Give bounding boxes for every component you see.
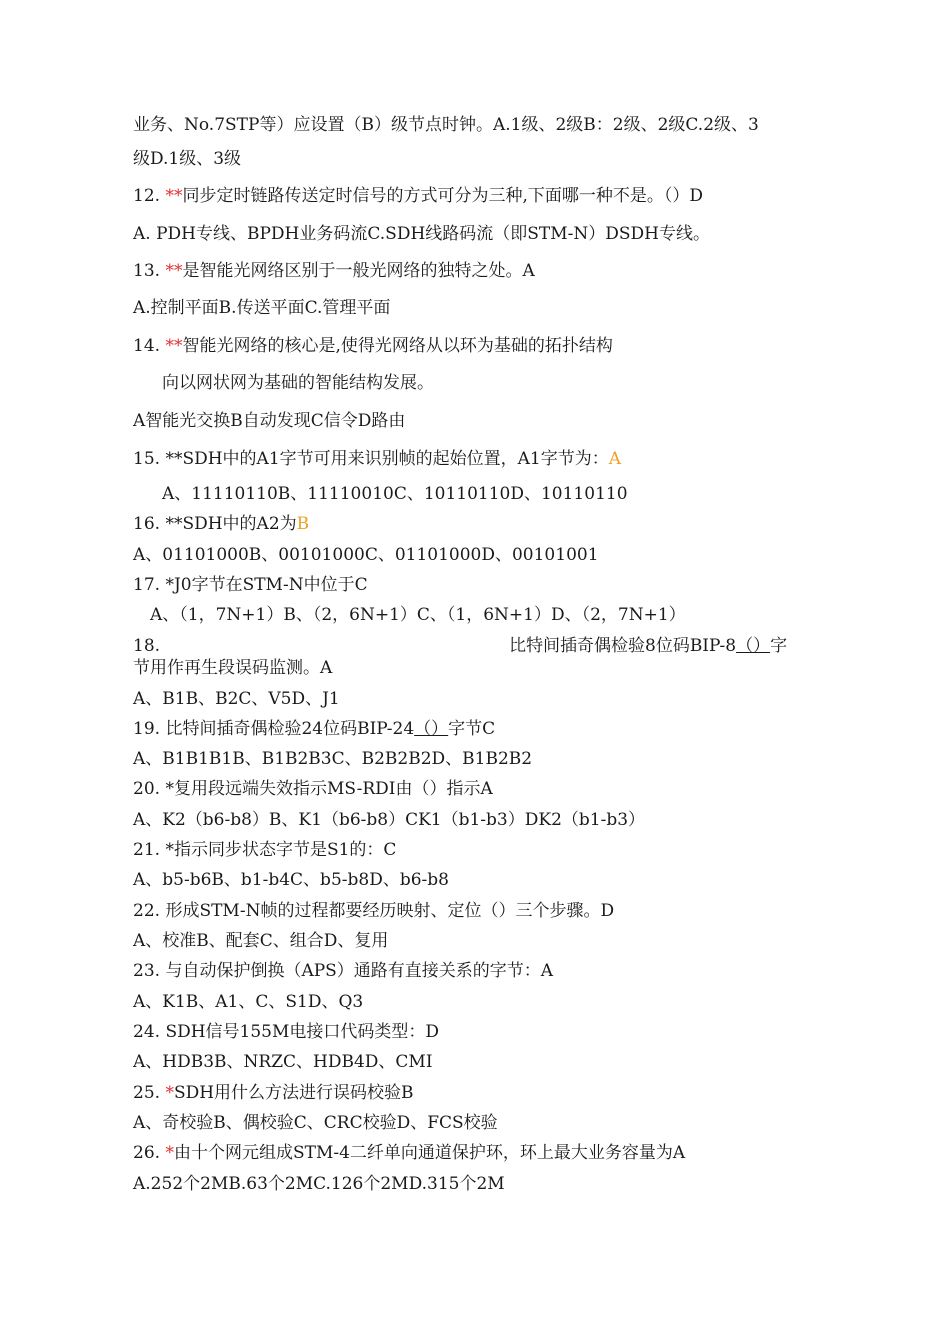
question-18-number: 18. — [133, 636, 161, 656]
question-26: 26. *由十个网元组成STM-4二纤单向通道保护环，环上最大业务容量为A — [133, 1143, 686, 1163]
question-25: 25. *SDH用什么方法进行误码校验B — [133, 1083, 414, 1103]
options-24: A、HDB3B、NRZC、HDB4D、CMI — [133, 1052, 433, 1072]
question-14-cont: 向以网状网为基础的智能结构发展。 — [162, 373, 434, 393]
question-20: 20. *复用段远端失效指示MS-RDI由（）指示A — [133, 779, 493, 799]
star-mark: ** — [165, 261, 183, 281]
star-mark: ** — [165, 336, 183, 356]
options-16: A、01101000B、00101000C、01101000D、00101001 — [133, 545, 599, 565]
question-17: 17. *J0字节在STM-N中位于C — [133, 575, 368, 595]
question-18-cont: 节用作再生段误码监测。A — [133, 658, 333, 678]
options-13: A.控制平面B.传送平面C.管理平面 — [133, 298, 391, 318]
question-13: 13. **是智能光网络区别于一般光网络的独特之处。A — [133, 261, 535, 281]
question-14: 14. **智能光网络的核心是,使得光网络从以环为基础的拓扑结构 — [133, 336, 613, 356]
options-25: A、奇校验B、偶校验C、CRC校验D、FCS校验 — [133, 1113, 498, 1133]
options-18: A、B1B、B2C、V5D、J1 — [133, 689, 340, 709]
text-line: 级D.1级、3级 — [133, 149, 242, 169]
question-19: 19. 比特间插奇偶检验24位码BIP-24（）字节C — [133, 719, 496, 739]
text-line: 业务、No.7STP等）应设置（B）级节点时钟。A.1级、2级B：2级、2级C.2级、3 — [133, 115, 759, 135]
question-15: 15. **SDH中的A1字节可用来识别帧的起始位置，A1字节为：A — [133, 449, 622, 469]
blank: （） — [414, 719, 449, 739]
options-12: A. PDH专线、BPDH业务码流C.SDH线路码流（即STM-N）DSDH专线。 — [133, 224, 711, 244]
options-23: A、K1B、A1、C、S1D、Q3 — [133, 992, 364, 1012]
question-24: 24. SDH信号155M电接口代码类型：D — [133, 1022, 440, 1042]
answer-mark: A — [608, 449, 622, 469]
options-21: A、b5-b6B、b1-b4C、b5-b8D、b6-b8 — [133, 870, 449, 890]
question-16: 16. **SDH中的A2为B — [133, 514, 310, 534]
star-mark: ** — [165, 186, 183, 206]
answer-mark: B — [296, 514, 310, 534]
options-14: A智能光交换B自动发现C信令D路由 — [133, 411, 406, 431]
question-18: 比特间插奇偶检验8位码BIP-8（）字 — [509, 636, 788, 656]
question-21: 21. *指示同步状态字节是S1的：C — [133, 840, 397, 860]
options-26: A.252个2MB.63个2MC.126个2MD.315个2M — [133, 1174, 505, 1194]
question-23: 23. 与自动保护倒换（APS）通路有直接关系的字节：A — [133, 961, 554, 981]
question-12: 12. **同步定时链路传送定时信号的方式可分为三种,下面哪一种不是。（）D — [133, 186, 703, 206]
blank: （） — [736, 636, 771, 656]
options-20: A、K2（b6-b8）B、K1（b6-b8）CK1（b1-b3）DK2（b1-b3） — [133, 810, 646, 830]
options-17: A、（1，7N+1）B、（2，6N+1）C、（1，6N+1）D、（2，7N+1） — [150, 605, 686, 625]
options-15: A、11110110B、11110010C、10110110D、10110110 — [162, 484, 628, 504]
question-22: 22. 形成STM-N帧的过程都要经历映射、定位（）三个步骤。D — [133, 901, 615, 921]
star-mark: * — [165, 1083, 174, 1103]
options-19: A、B1B1B1B、B1B2B3C、B2B2B2D、B1B2B2 — [133, 749, 533, 769]
star-mark: * — [165, 1143, 174, 1163]
options-22: A、校准B、配套C、组合D、复用 — [133, 931, 389, 951]
